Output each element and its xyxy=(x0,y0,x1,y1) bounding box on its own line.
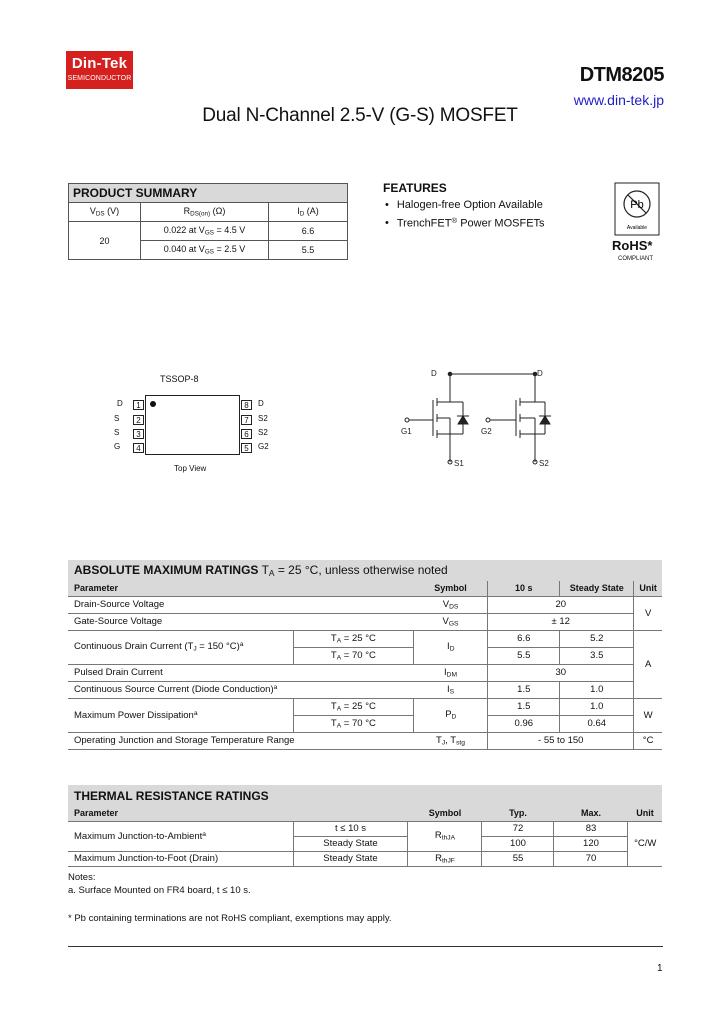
table-row: Pulsed Drain Current $I_{DM}$ 30 xyxy=(68,664,662,681)
pin1-marker xyxy=(150,401,156,407)
table-row: $T_A = 70$ °C 0.96 0.64 xyxy=(68,715,662,732)
feature-item: • TrenchFET® Power MOSFETs xyxy=(385,216,545,233)
features-list xyxy=(385,199,545,233)
footer-divider xyxy=(68,946,663,947)
schematic-s1: S1 xyxy=(454,459,464,468)
pin-label: S xyxy=(114,428,120,437)
product-summary-title: PRODUCT SUMMARY xyxy=(69,184,348,203)
header-10s: 10 s xyxy=(488,581,560,596)
pb-free-icon xyxy=(614,182,660,236)
header-steady-state: Steady State xyxy=(560,581,634,596)
schematic-g2: G2 xyxy=(481,427,492,436)
header-parameter: Parameter xyxy=(68,581,414,596)
table-row: Steady State 100 120 xyxy=(68,836,662,851)
rds-row-1: 0.022 at $V_{GS} = 4.5$ V xyxy=(141,222,269,241)
pin-number: 2 xyxy=(133,415,144,425)
rds-row-2: 0.040 at $V_{GS} = 2.5$ V xyxy=(141,241,269,260)
features-title: FEATURES xyxy=(383,181,447,195)
pin-number: 7 xyxy=(241,415,252,425)
pin-label: S2 xyxy=(258,414,268,423)
col-vds: $V_{DS}$ (V) xyxy=(69,203,141,222)
table-row: Maximum Junction-to-Foot (Drain) Steady State $R_{thJF}$ 55 70 xyxy=(68,851,662,866)
thermal-resistance-table xyxy=(68,785,662,867)
vds-value: 20 xyxy=(69,222,141,260)
pin-number: 1 xyxy=(133,400,144,410)
schematic-d-right: D xyxy=(537,369,543,378)
logo-brand: Din-Tek xyxy=(71,55,128,72)
top-view-label: Top View xyxy=(174,464,207,473)
table-row: Continuous Drain Current ($T_J = 150$ °C)$^a$ $T_A = 25$ °C $I_D$ 6.6 5.2 A xyxy=(68,630,662,647)
product-summary-table xyxy=(68,183,348,260)
schematic-s2: S2 xyxy=(539,459,549,468)
pin-label: S2 xyxy=(258,428,268,437)
din-tek-logo xyxy=(66,51,133,89)
logo-subtitle: SEMICONDUCTOR xyxy=(67,75,132,82)
table-row: Maximum Junction-to-Ambient$^a$ t ≤ 10 s $R_{thJA}$ 72 83 °C/W xyxy=(68,821,662,836)
schematic-g1: G1 xyxy=(401,427,412,436)
table-row: $T_A = 70$ °C 5.5 3.5 xyxy=(68,647,662,664)
col-id: $I_D$ (A) xyxy=(269,203,348,222)
page-title: Dual N-Channel 2.5-V (G-S) MOSFET xyxy=(202,105,518,126)
svg-text:Available: Available xyxy=(626,225,648,231)
notes xyxy=(68,871,251,897)
schematic-d-left: D xyxy=(431,369,437,378)
pin-number: 4 xyxy=(133,443,144,453)
header-typ: Typ. xyxy=(482,806,554,821)
id-row-1: 6.6 xyxy=(269,222,348,241)
mosfet-schematic-diagram xyxy=(395,364,570,474)
notes-title: Notes: xyxy=(68,872,96,883)
pin-number: 6 xyxy=(241,429,252,439)
pin-number: 5 xyxy=(241,443,252,453)
pin-number: 3 xyxy=(133,429,144,439)
absolute-maximum-ratings-table xyxy=(68,560,662,750)
svg-text:Pb: Pb xyxy=(630,199,644,211)
website-link[interactable]: www.din-tek.jp xyxy=(573,92,664,108)
pin-number: 8 xyxy=(241,400,252,410)
col-rds: $R_{DS(on)}$ (Ω) xyxy=(141,203,269,222)
header-unit: Unit xyxy=(628,806,662,821)
abs-max-title: ABSOLUTE MAXIMUM RATINGS $T_A = 25$ °C, unless otherwise noted xyxy=(68,560,662,581)
thermal-title: THERMAL RESISTANCE RATINGS xyxy=(68,785,662,806)
feature-item: • Halogen-free Option Available xyxy=(385,199,545,216)
package-body xyxy=(145,395,240,455)
rohs-compliant: COMPLIANT xyxy=(618,256,654,262)
table-row: Maximum Power Dissipation$^a$ $T_A = 25$ °C $P_D$ 1.5 1.0 W xyxy=(68,698,662,715)
table-row: Continuous Source Current (Diode Conduction)$^a$ $I_S$ 1.5 1.0 xyxy=(68,681,662,698)
note-a: a. Surface Mounted on FR4 board, t ≤ 10 s. xyxy=(68,885,251,896)
package-name: TSSOP-8 xyxy=(160,374,199,384)
pb-note: * Pb containing terminations are not RoHS compliant, exemptions may apply. xyxy=(68,913,392,924)
pin-label: G xyxy=(114,442,121,451)
table-row: Drain-Source Voltage $V_{DS}$ 20 V xyxy=(68,596,662,613)
rohs-label: RoHS* xyxy=(612,238,653,253)
table-row: Gate-Source Voltage $V_{GS}$ ± 12 xyxy=(68,613,662,630)
header-max: Max. xyxy=(554,806,628,821)
header-parameter: Parameter xyxy=(68,806,408,821)
pin-label: D xyxy=(258,399,264,408)
header-symbol: Symbol xyxy=(414,581,488,596)
pin-label: S xyxy=(114,414,120,423)
header-unit: Unit xyxy=(634,581,662,596)
header-symbol: Symbol xyxy=(408,806,482,821)
part-number: DTM8205 xyxy=(579,64,664,86)
id-row-2: 5.5 xyxy=(269,241,348,260)
table-row: Operating Junction and Storage Temperature Range $T_J$, $T_{stg}$ - 55 to 150 °C xyxy=(68,732,662,749)
page-number: 1 xyxy=(657,963,663,974)
pin-label: D xyxy=(117,399,123,408)
pin-label: G2 xyxy=(258,442,269,451)
